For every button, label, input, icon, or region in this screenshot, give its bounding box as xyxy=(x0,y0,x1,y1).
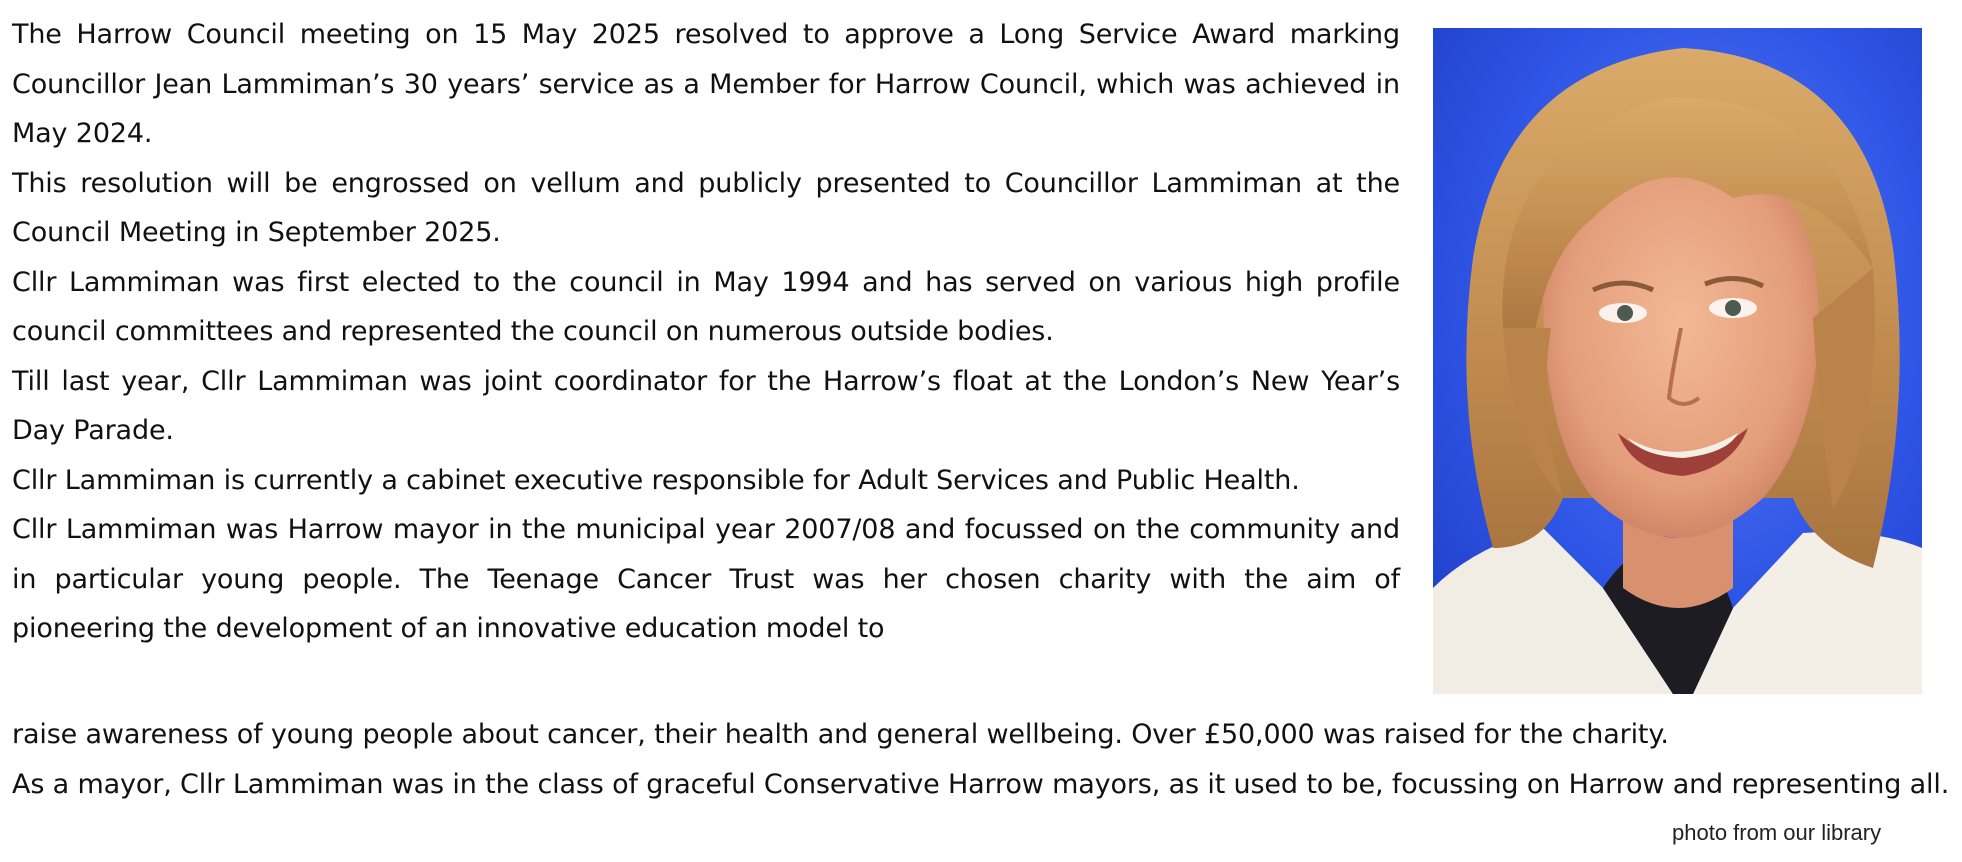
paragraph-graceful-mayors: As a mayor, Cllr Lammiman was in the class of graceful Conservative Harrow mayors, as it used to be, focussing on Harrow and representing all. xyxy=(12,768,1950,800)
paragraph-award-resolution: The Harrow Council meeting on 15 May 2025 resolved to approve a Long Service Award marking Councillor Jean Lammiman’s 30 years’ service as a Member for Harrow Council, which was achieved in May 2024. xyxy=(12,19,1400,149)
right-iris xyxy=(1725,300,1741,316)
portrait-illustration xyxy=(1433,28,1922,694)
article-body-wrapped xyxy=(12,10,1400,654)
paragraph-cabinet-role: Cllr Lammiman is currently a cabinet executive responsible for Adult Services and Public Health. xyxy=(12,464,1300,496)
councillor-portrait-photo xyxy=(1433,28,1922,694)
left-iris xyxy=(1617,305,1633,321)
paragraph-first-elected: Cllr Lammiman was first elected to the council in May 1994 and has served on various high profile council committees and represented the council on numerous outside bodies. xyxy=(12,266,1400,347)
paragraph-parade-float: Till last year, Cllr Lammiman was joint coordinator for the Harrow’s float at the London’s New Year’s Day Parade. xyxy=(12,365,1400,446)
paragraph-mayor-year-continued: raise awareness of young people about cancer, their health and general wellbeing. Over £50,000 was raised for the charity. xyxy=(12,719,1669,750)
paragraph-vellum-presentation: This resolution will be engrossed on vellum and publicly presented to Councillor Lammiman at the Council Meeting in September 2025. xyxy=(12,167,1400,248)
paragraph-mayor-year: Cllr Lammiman was Harrow mayor in the municipal year 2007/08 and focussed on the community and in particular young people. The Teenage Cancer Trust was her chosen charity with the aim of pioneering the development of an innovative education model to xyxy=(12,514,1400,644)
article-body-full-width xyxy=(12,710,1957,809)
photo-caption: photo from our library xyxy=(1672,820,1882,845)
